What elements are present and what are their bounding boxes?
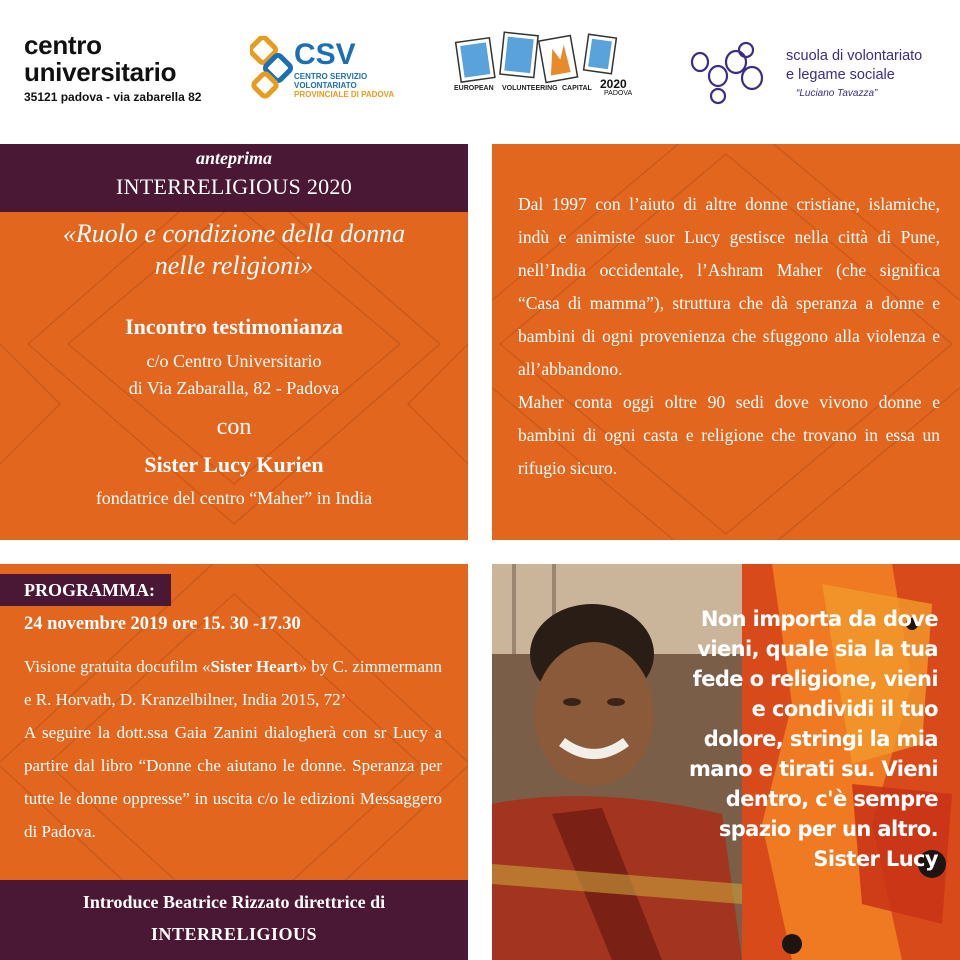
guest-role: fondatrice del centro “Maher” in India (95, 488, 373, 508)
film-post: » by C. zimmermann e R. Horvath, D. Kranzelbilner, India 2015, 72’ (24, 657, 442, 709)
quote-line: mano e tirati su. Vieni (688, 757, 938, 781)
evc-word-volunteering: VOLUNTEERING (502, 85, 558, 92)
linked-circles-icon (688, 40, 780, 110)
event-format: Incontro testimonianza (125, 314, 343, 339)
csv-logo (250, 36, 410, 106)
description-para2: Maher conta oggi oltre 90 sedi dove vivono donne e bambini di ogni casta e religione che trovano in essa un rifugio sicuro. (518, 392, 940, 478)
csv-subtitle (294, 72, 394, 99)
csv-mark-icon (250, 36, 294, 106)
evc-year: 2020 (600, 77, 627, 91)
centro-universitario-logo (24, 32, 201, 104)
event-title-line1: «Ruolo e condizione della donna (62, 219, 406, 248)
event-info-panel (0, 144, 468, 540)
program-date: 24 novembre 2019 ore 15. 30 -17.30 (24, 614, 301, 634)
csv-wordmark: CSV (294, 38, 356, 71)
quote-line: spazio per un altro. (718, 817, 938, 841)
program-panel (0, 564, 468, 960)
film-title: Sister Heart (210, 657, 299, 676)
logo-cu-address: 35121 padova - via zabarella 82 (24, 90, 202, 104)
logo-cu-line2: universitario (24, 57, 177, 87)
event-title (0, 218, 468, 282)
quote-signature: Sister Lucy (813, 847, 938, 871)
european-volunteering-capital-logo (450, 30, 650, 110)
intro-line2: INTERRELIGIOUS (150, 924, 318, 944)
description-panel (492, 144, 960, 540)
quote-line: dentro, c'è sempre (725, 787, 938, 811)
scuola-line1: scuola di volontariato (786, 48, 923, 64)
venue-line1: c/o Centro Universitario (146, 351, 322, 371)
evc-word-capital: CAPITAL (562, 85, 592, 92)
program-talk: A seguire la dott.ssa Gaia Zanini dialogherà con sr Lucy a partire dal libro “Donne che aiutano le donne. Speranza per tutte le donne oppresse” in uscita c/o le edizioni Messaggero di Padova. (24, 723, 442, 841)
with-label: con (216, 414, 252, 440)
venue-line2: di Via Zabaralla, 82 - Padova (128, 378, 340, 398)
evc-city: PADOVA (604, 90, 633, 97)
logo-cu-line1: centro (24, 30, 102, 60)
event-header-band (0, 144, 468, 212)
program-body (24, 650, 442, 848)
evc-word-european: EUROPEAN (454, 85, 494, 92)
quote-line: e condividi il tuo (751, 697, 938, 721)
quote-line: Non importa da dove (700, 607, 938, 631)
event-title-line2: nelle religioni» (154, 251, 314, 280)
description-text (518, 188, 940, 485)
program-label: PROGRAMMA: (0, 574, 171, 606)
scuola-line2: e legame sociale (786, 67, 895, 83)
program-footer (0, 880, 468, 960)
description-para1: Dal 1997 con l’aiuto di altre donne cristiane, islamiche, indù e animiste suor Lucy gestisce nella città di Pune, nell’India occidentale, l’Ashram Maher (che significa “Casa di mamma”), struttura che dà speranza a donne e bambini di ogni provenienza che sfuggono alla violenza e all’abbandono. (518, 194, 940, 379)
quote-photo-panel (492, 564, 960, 960)
anteprima-label: anteprima (195, 148, 272, 168)
quote-text (638, 604, 938, 874)
film-pre: Visione gratuita docufilm « (24, 657, 211, 676)
series-title: INTERRELIGIOUS 2020 (115, 174, 353, 199)
csv-sub-3: PROVINCIALE DI PADOVA (294, 90, 395, 99)
quote-line: fede o religione, vieni (692, 667, 938, 691)
guest-name: Sister Lucy Kurien (144, 452, 324, 477)
csv-sub-2: VOLONTARIATO (294, 81, 357, 90)
intro-line1: Introduce Beatrice Rizzato direttrice di (82, 892, 386, 912)
scuola-volontariato-logo (688, 40, 948, 110)
csv-sub-1: CENTRO SERVIZIO (294, 72, 368, 81)
quote-line: dolore, stringi la mia (703, 727, 938, 751)
event-venue (0, 348, 468, 402)
quote-line: vieni, quale sia la tua (697, 637, 938, 661)
scuola-line3: “Luciano Tavazza” (796, 88, 878, 99)
program-film (24, 650, 442, 716)
